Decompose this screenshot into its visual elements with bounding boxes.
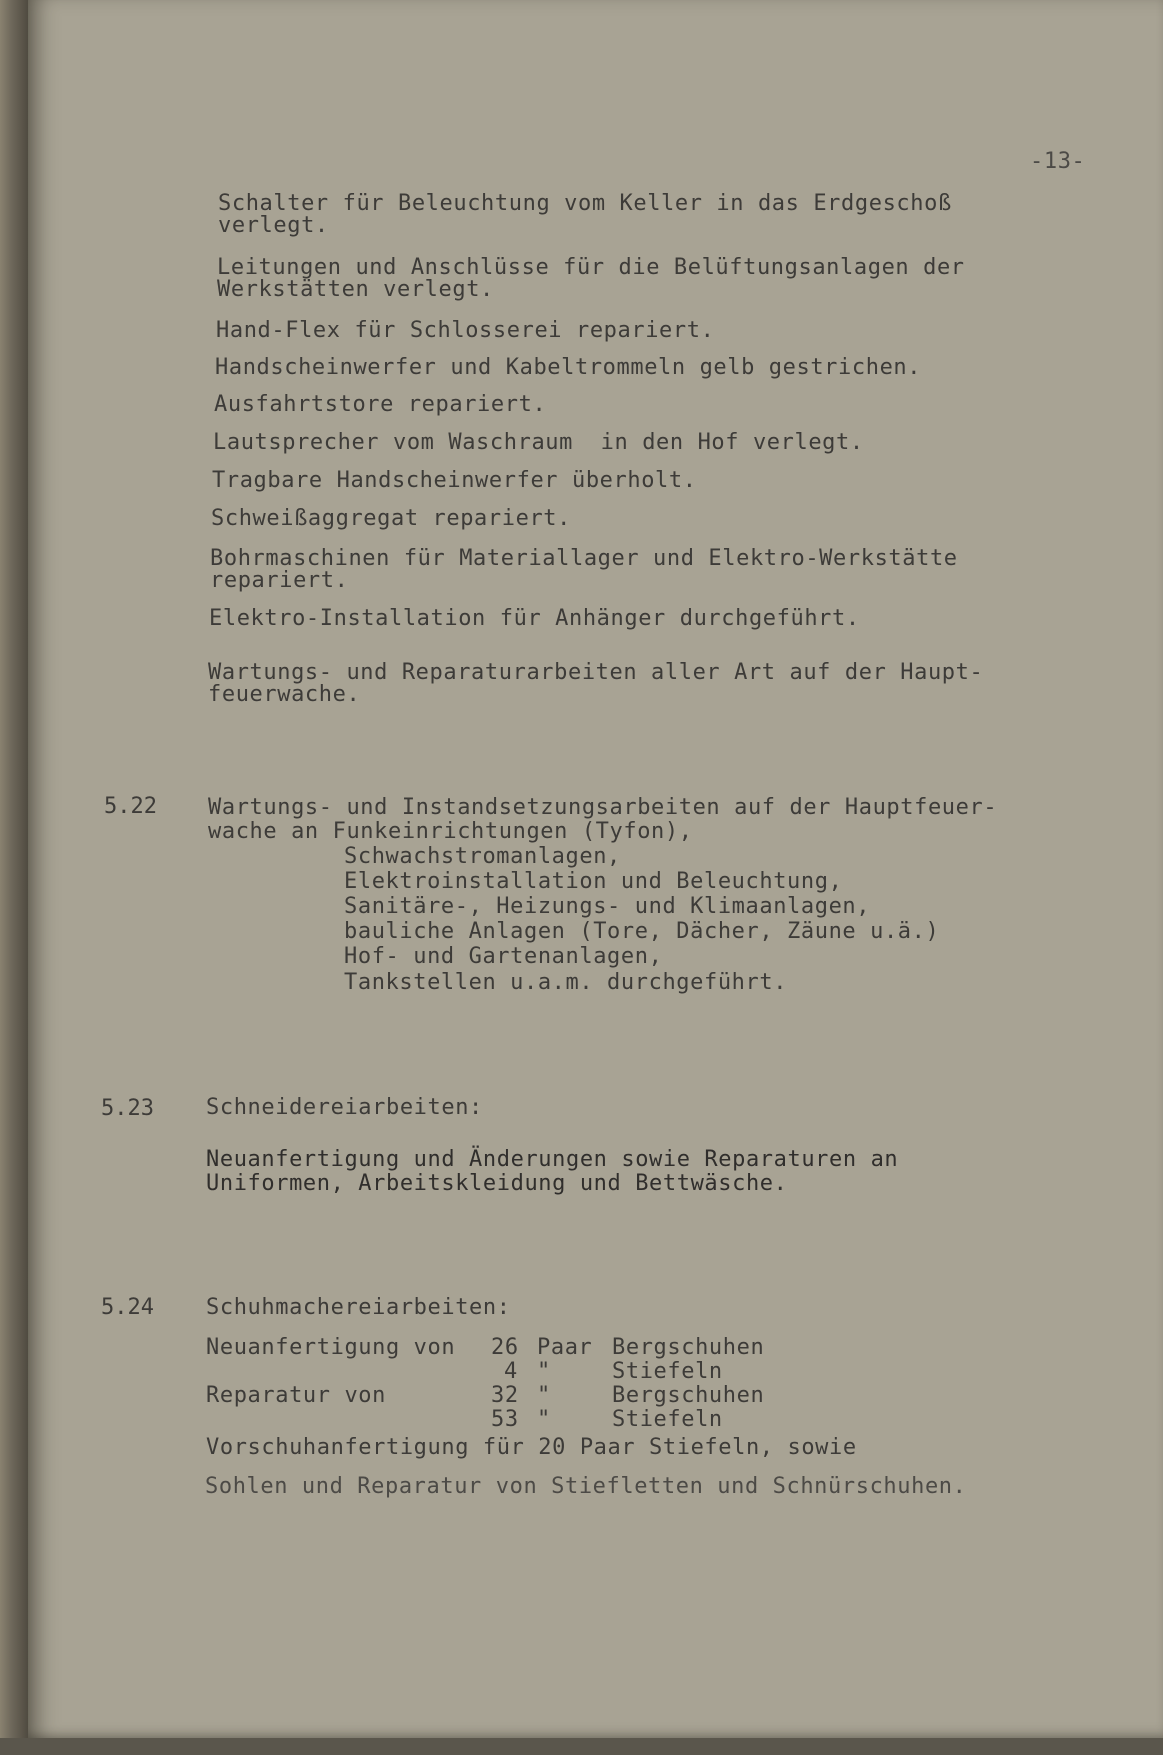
item-2-line-1: Leitungen und Anschlüsse für die Belüftungsanlagen der [217,255,965,280]
book-spine [0,0,30,1755]
sec-523-line-2: Uniformen, Arbeitskleidung und Bettwäsche. [206,1171,788,1196]
section-number-5-24: 5.24 [101,1295,154,1320]
sec-524-tail-1: Vorschuhanfertigung für 20 Paar Stiefeln, sowie [206,1435,857,1460]
table-row-1-label: Neuanfertigung von [206,1335,456,1360]
item-9-line-2: repariert. [210,568,349,593]
table-row-2-qty: 4 [504,1359,518,1384]
sec-522-line-5: Sanitäre-, Heizungs- und Klimaanlagen, [344,894,871,919]
item-1-line-2: verlegt. [218,213,329,238]
table-row-1-unit: Paar [537,1335,593,1360]
sec-522-line-4: Elektroinstallation und Beleuchtung, [344,869,843,894]
item-7: Tragbare Handscheinwerfer überholt. [212,468,697,493]
sec-523-line-1: Neuanfertigung und Änderungen sowie Reparaturen an [206,1147,899,1172]
item-2-line-2: Werkstätten verlegt. [217,277,494,302]
section-number-5-23: 5.23 [101,1096,154,1121]
table-row-1-qty: 26 [491,1335,519,1360]
table-row-3-qty: 32 [491,1383,519,1408]
sec-522-line-6: bauliche Anlagen (Tore, Dächer, Zäune u.ä.) [344,919,940,944]
sec-522-line-8: Tankstellen u.a.m. durchgeführt. [344,970,788,995]
sec-522-line-3: Schwachstromanlagen, [344,844,621,869]
table-row-4-qty: 53 [491,1407,519,1432]
table-row-4-unit: " [537,1407,551,1432]
table-row-3-unit: " [537,1383,551,1408]
item-1-line-1: Schalter für Beleuchtung vom Keller in das Erdgeschoß [218,191,952,216]
page-number: -13- [1030,149,1086,174]
page-edge [0,1738,1163,1755]
table-row-2-item: Stiefeln [612,1359,723,1384]
section-number-5-22: 5.22 [104,794,157,819]
item-9-line-1: Bohrmaschinen für Materiallager und Elektro-Werkstätte [210,546,958,571]
sec-524-tail-2: Sohlen und Reparatur von Stiefletten und Schnürschuhen. [205,1474,967,1499]
sec-522-line-7: Hof- und Gartenanlagen, [344,944,663,969]
item-4: Handscheinwerfer und Kabeltrommeln gelb gestrichen. [215,355,922,380]
table-row-4-item: Stiefeln [612,1407,723,1432]
item-10: Elektro-Installation für Anhänger durchgeführt. [209,606,860,631]
item-11-line-1: Wartungs- und Reparaturarbeiten aller Art auf der Haupt- [208,660,984,685]
table-row-2-unit: " [537,1359,551,1384]
item-8: Schweißaggregat repariert. [211,506,571,531]
sec-522-line-2: wache an Funkeinrichtungen (Tyfon), [208,819,693,844]
item-5: Ausfahrtstore repariert. [214,392,547,417]
sec-523-title: Schneidereiarbeiten: [206,1095,483,1120]
item-3: Hand-Flex für Schlosserei repariert. [216,318,715,343]
table-row-3-label: Reparatur von [206,1383,386,1408]
sec-522-line-1: Wartungs- und Instandsetzungsarbeiten auf der Hauptfeuer- [208,795,998,820]
item-6: Lautsprecher vom Waschraum in den Hof verlegt. [213,430,864,455]
table-row-1-item: Bergschuhen [612,1335,765,1360]
item-11-line-2: feuerwache. [208,682,361,707]
sec-524-title: Schuhmachereiarbeiten: [206,1295,511,1320]
table-row-3-item: Bergschuhen [612,1383,765,1408]
